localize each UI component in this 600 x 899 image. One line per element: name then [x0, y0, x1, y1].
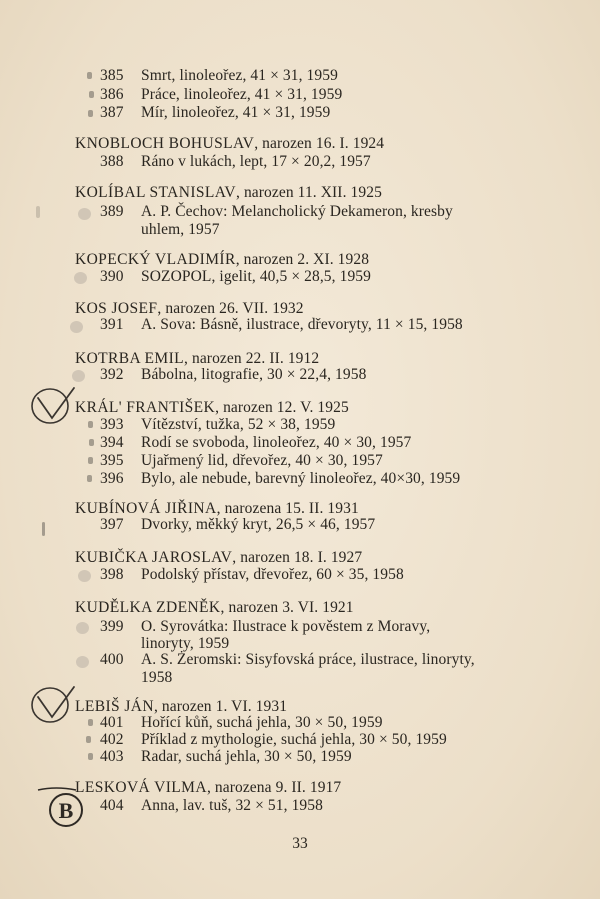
- entry-description: Práce, linoleořez, 41 × 31, 1959: [141, 86, 343, 103]
- margin-tick: [88, 753, 93, 760]
- entry-description: Smrt, linoleořez, 41 × 31, 1959: [141, 67, 338, 84]
- entry-number: 388: [100, 153, 124, 170]
- margin-stain: [74, 272, 87, 284]
- entry-number: 385: [100, 67, 124, 84]
- entry-description: Mír, linoleořez, 41 × 31, 1959: [141, 104, 331, 121]
- artist-birth: , narozen 12. V. 1925: [215, 399, 349, 416]
- entry-number: 389: [100, 203, 124, 220]
- entry-number: 393: [100, 416, 124, 433]
- entry-number: 395: [100, 452, 124, 469]
- margin-stain: [72, 370, 85, 382]
- entry-number: 394: [100, 434, 124, 451]
- margin-tick: [89, 439, 94, 446]
- margin-stain: [70, 321, 83, 333]
- artist-heading: [75, 399, 349, 417]
- margin-tick: [87, 475, 92, 482]
- entry-description: O. Syrovátka: Ilustrace k pověstem z Moravy,: [141, 618, 431, 635]
- artist-name: KUDĚLKA ZDENĚK: [75, 599, 221, 616]
- entry-description: Vítězství, tužka, 52 × 38, 1959: [141, 416, 336, 433]
- entry-number: 404: [100, 797, 124, 814]
- margin-tick: [36, 206, 40, 218]
- entry-description: Radar, suchá jehla, 30 × 50, 1959: [141, 748, 352, 765]
- artist-name: LESKOVÁ VILMA: [75, 779, 207, 796]
- artist-heading: [75, 599, 354, 617]
- entry-continuation: 1958: [141, 669, 173, 686]
- entry-number: 387: [100, 104, 124, 121]
- entry-description: A. S. Żeromski: Sisyfovská práce, ilustrace, linoryty,: [141, 651, 475, 668]
- entry-number: 401: [100, 714, 124, 731]
- artist-name: KRÁL' FRANTIŠEK: [75, 399, 216, 416]
- artist-name: KOS JOSEF: [75, 300, 158, 317]
- entry-number: 402: [100, 731, 124, 748]
- artist-name: KOPECKÝ VLADIMÍR: [75, 251, 236, 268]
- artist-heading: [75, 184, 382, 202]
- artist-birth: , narozen 18. I. 1927: [232, 549, 363, 566]
- artist-birth: , narozen 2. XI. 1928: [235, 251, 370, 268]
- artist-heading: [75, 549, 362, 567]
- entry-continuation: uhlem, 1957: [141, 221, 220, 238]
- entry-number: 403: [100, 748, 124, 765]
- artist-name: LEBIŠ JÁN: [75, 698, 154, 715]
- entry-number: 390: [100, 268, 124, 285]
- artist-name: KOLÍBAL STANISLAV: [75, 184, 236, 201]
- margin-tick: [88, 110, 93, 117]
- artist-heading: [75, 135, 384, 153]
- margin-stain: [76, 622, 89, 634]
- page-number: 33: [292, 835, 308, 852]
- margin-stain: [76, 656, 89, 668]
- artist-heading: [75, 779, 341, 797]
- margin-stain: [78, 570, 91, 582]
- artist-name: KUBIČKA JAROSLAV: [75, 549, 233, 566]
- entry-number: 391: [100, 316, 124, 333]
- artist-birth: , narozen 1. VI. 1931: [153, 698, 288, 715]
- artist-birth: , narozena 9. II. 1917: [206, 779, 342, 796]
- entry-description: A. Sova: Básně, ilustrace, dřevoryty, 11 × 15, 1958: [141, 316, 463, 333]
- artist-birth: , narozen 16. I. 1924: [254, 135, 385, 152]
- entry-description: Ujařmený lid, dřevořez, 40 × 30, 1957: [141, 452, 383, 469]
- artist-name: KNOBLOCH BOHUSLAV: [75, 135, 255, 152]
- entry-description: SOZOPOL, igelit, 40,5 × 28,5, 1959: [141, 268, 372, 285]
- margin-tick: [88, 457, 93, 464]
- artist-heading: [75, 251, 369, 269]
- artist-birth: , narozen 3. VI. 1921: [220, 599, 354, 616]
- margin-tick: [86, 736, 91, 743]
- entry-description: Ráno v lukách, lept, 17 × 20,2, 1957: [141, 153, 371, 170]
- checkmark-annotation-icon: [28, 683, 78, 727]
- entry-number: 400: [100, 651, 124, 668]
- entry-number: 386: [100, 86, 124, 103]
- entry-description: Bylo, ale nebude, barevný linoleořez, 40×30, 1959: [141, 470, 461, 487]
- entry-description: Podolský přístav, dřevořez, 60 × 35, 1958: [141, 566, 404, 583]
- margin-tick: [88, 421, 93, 428]
- entry-number: 397: [100, 516, 124, 533]
- entry-description: Dvorky, měkký kryt, 26,5 × 46, 1957: [141, 516, 376, 533]
- margin-tick: [88, 719, 93, 726]
- entry-number: 392: [100, 366, 124, 383]
- entry-description: Rodí se svoboda, linoleořez, 40 × 30, 1957: [141, 434, 412, 451]
- artist-birth: , narozen 26. VII. 1932: [157, 300, 304, 317]
- artist-birth: , narozena 15. II. 1931: [216, 500, 359, 517]
- entry-description: Hořící kůň, suchá jehla, 30 × 50, 1959: [141, 714, 383, 731]
- letter-b-stamp-icon: [36, 780, 96, 832]
- stamp-letter: B: [58, 798, 74, 823]
- margin-stain: [78, 208, 91, 220]
- entry-number: 396: [100, 470, 124, 487]
- margin-tick: [42, 522, 45, 536]
- margin-tick: [89, 91, 94, 98]
- checkmark-annotation-icon: [28, 384, 78, 428]
- entry-description: Bábolna, litografie, 30 × 22,4, 1958: [141, 366, 367, 383]
- artist-name: KOTRBA EMIL: [75, 350, 185, 367]
- entry-description: Příklad z mythologie, suchá jehla, 30 × 50, 1959: [141, 731, 447, 748]
- entry-description: Anna, lav. tuš, 32 × 51, 1958: [141, 797, 323, 814]
- entry-number: 399: [100, 618, 124, 635]
- entry-continuation: linoryty, 1959: [141, 635, 230, 652]
- entry-description: A. P. Čechov: Melancholický Dekameron, kresby: [141, 203, 453, 220]
- artist-birth: , narozen 22. II. 1912: [184, 350, 320, 367]
- entry-number: 398: [100, 566, 124, 583]
- artist-name: KUBÍNOVÁ JIŘINA: [75, 500, 217, 517]
- artist-birth: , narozen 11. XII. 1925: [236, 184, 382, 201]
- margin-tick: [87, 72, 92, 79]
